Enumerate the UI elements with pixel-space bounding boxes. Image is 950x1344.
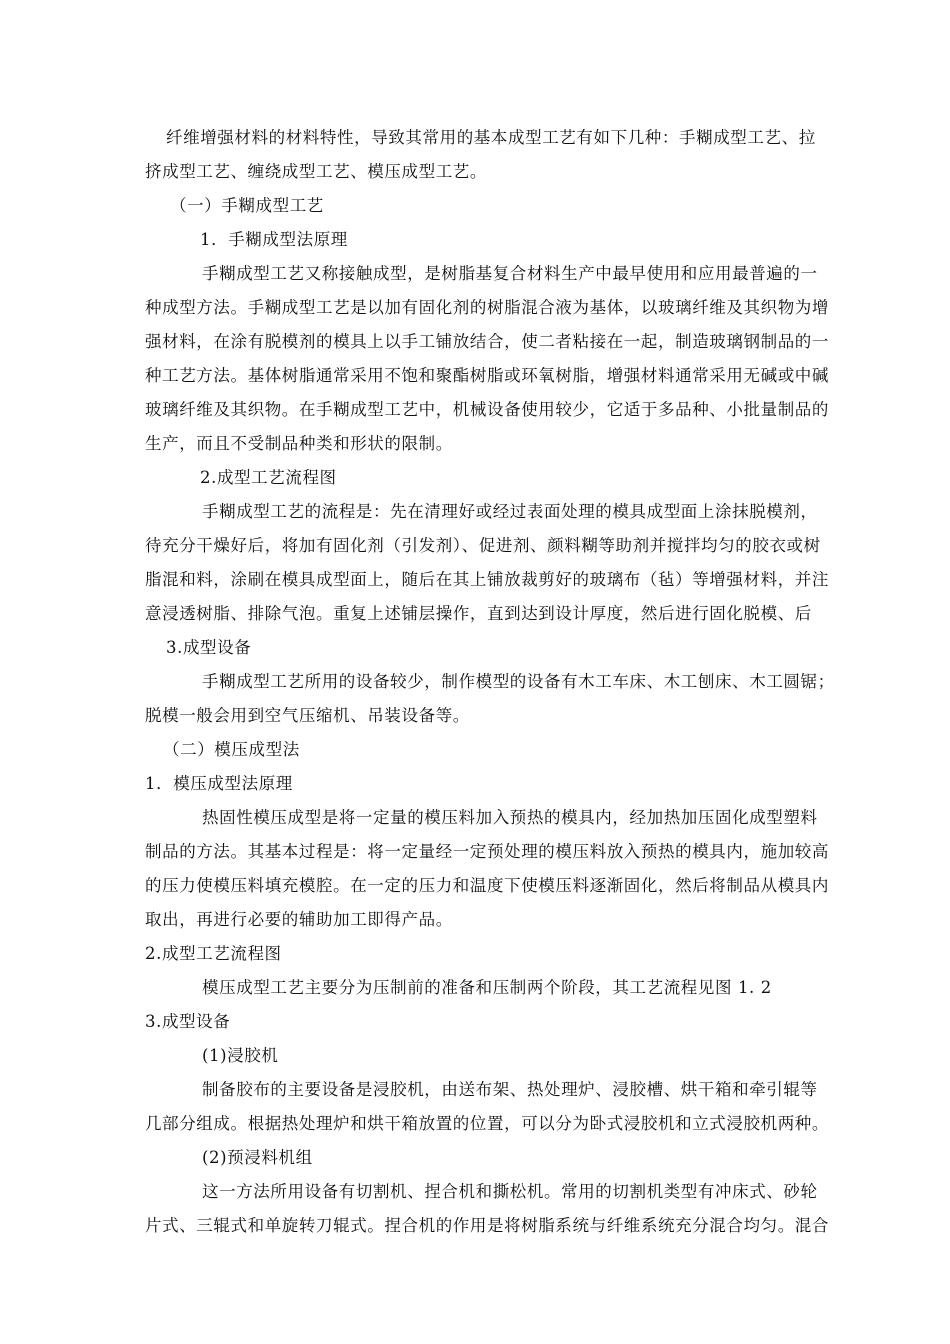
text-line: 手糊成型工艺又称接触成型，是树脂基复合材料生产中最早使用和应用最普遍的一 [202, 264, 818, 283]
item-heading: (2)预浸料机组 [202, 1148, 313, 1167]
text-line: 种成型方法。手糊成型工艺是以加有固化剂的树脂混合液为基体，以玻璃纤维及其织物为增 [145, 298, 829, 317]
text-line: 纤维增强材料的材料特性，导致其常用的基本成型工艺有如下几种：手糊成型工艺、拉 [166, 128, 816, 147]
subsection-heading: 2.成型工艺流程图 [145, 944, 282, 963]
text-line: 手糊成型工艺所用的设备较少，制作模型的设备有木工车床、木工刨床、木工圆锯； [202, 672, 835, 691]
section-heading: （二）模压成型法 [163, 740, 300, 759]
text-line: 几部分组成。根据热处理炉和烘干箱放置的位置，可以分为卧式浸胶机和立式浸胶机两种。 [145, 1114, 829, 1133]
text-line: 脂混和料，涂刷在模具成型面上，随后在其上铺放裁剪好的玻璃布（毡）等增强材料，并注 [145, 570, 829, 589]
subsection-heading: 1．模压成型法原理 [145, 774, 293, 793]
text-line: 玻璃纤维及其织物。在手糊成型工艺中，机械设备使用较少，它适于多品种、小批量制品的 [145, 400, 829, 419]
subsection-heading: 3.成型设备 [145, 1012, 231, 1031]
text-line: 制备胶布的主要设备是浸胶机，由送布架、热处理炉、浸胶槽、烘干箱和牵引辊等 [202, 1080, 818, 1099]
item-heading: (1)浸胶机 [202, 1046, 279, 1065]
subsection-heading: 3.成型设备 [166, 638, 252, 657]
text-line: 制品的方法。其基本过程是：将一定量经一定预处理的模压料放入预热的模具内，施加较高 [145, 842, 829, 861]
text-line: 挤成型工艺、缠绕成型工艺、模压成型工艺。 [145, 162, 487, 181]
text-line: 的压力使模压料填充模腔。在一定的压力和温度下使模压料逐渐固化，然后将制品从模具内 [145, 876, 829, 895]
subsection-heading: 1．手糊成型法原理 [200, 230, 348, 249]
text-line: 片式、三辊式和单旋转刀辊式。捏合机的作用是将树脂系统与纤维系统充分混合均匀。混合 [145, 1216, 829, 1235]
text-line: 意浸透树脂、排除气泡。重复上述铺层操作，直到达到设计厚度，然后进行固化脱模、后 [145, 604, 812, 623]
subsection-heading: 2.成型工艺流程图 [200, 468, 337, 487]
text-line: 种工艺方法。基体树脂通常采用不饱和聚酯树脂或环氧树脂，增强材料通常采用无碱或中碱 [145, 366, 829, 385]
text-line: 待充分干燥好后，将加有固化剂（引发剂）、促进剂、颜料糊等助剂并搅拌均匀的胶衣或树 [145, 536, 821, 555]
text-line: 这一方法所用设备有切割机、捏合机和撕松机。常用的切割机类型有冲床式、砂轮 [202, 1182, 818, 1201]
text-line: 取出，再进行必要的辅助加工即得产品。 [145, 910, 453, 929]
text-line: 模压成型工艺主要分为压制前的准备和压制两个阶段，其工艺流程见图 1. 2 [202, 978, 772, 997]
text-line: 脱模一般会用到空气压缩机、吊装设备等。 [145, 706, 470, 725]
text-line: 热固性模压成型是将一定量的模压料加入预热的模具内，经加热加压固化成型塑料 [202, 808, 818, 827]
text-line: 手糊成型工艺的流程是：先在清理好或经过表面处理的模具成型面上涂抹脱模剂， [202, 502, 818, 521]
text-line: 强材料，在涂有脱模剂的模具上以手工铺放结合，使二者粘接在一起，制造玻璃钢制品的一 [145, 332, 829, 351]
text-line: 生产，而且不受制品种类和形状的限制。 [145, 434, 453, 453]
section-heading: （一）手糊成型工艺 [170, 196, 324, 215]
